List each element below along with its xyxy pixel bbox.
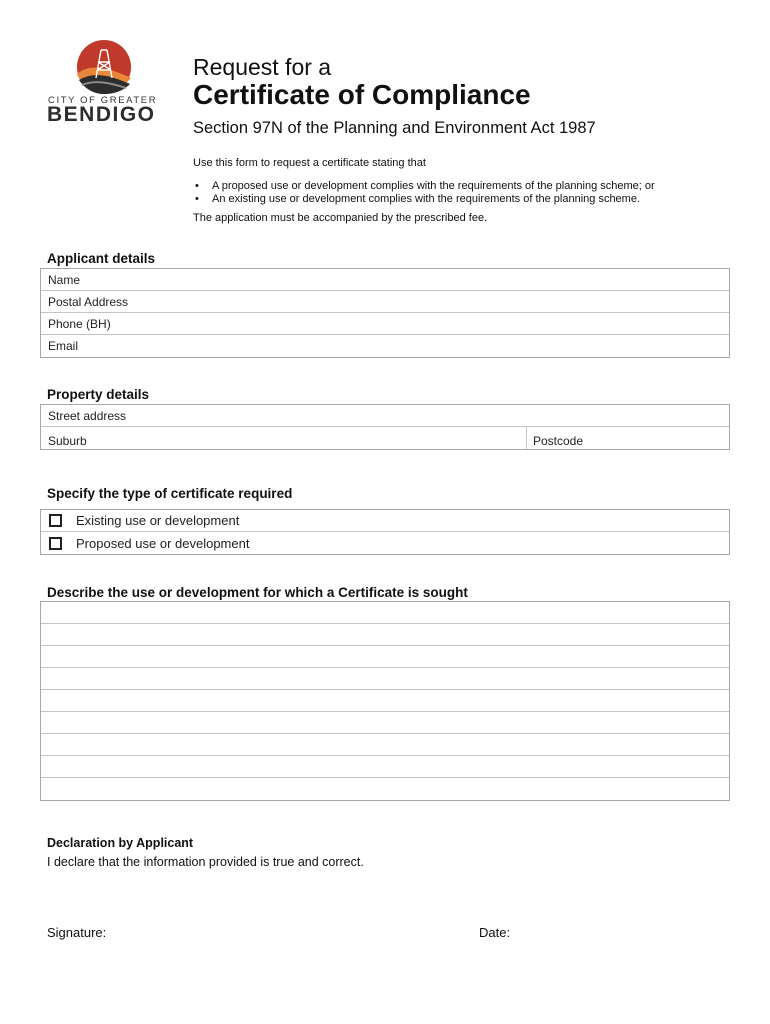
postcode-field[interactable] (527, 427, 729, 449)
page-subtitle: Section 97N of the Planning and Environment Act 1987 (193, 119, 596, 137)
postal-address-label: Postal Address (48, 294, 129, 309)
signature-label: Signature: (47, 925, 107, 940)
condition-item: • An existing use or development complies with the requirements of the planning scheme. (193, 193, 655, 206)
description-line[interactable] (41, 602, 729, 624)
phone-label: Phone (BH) (48, 316, 111, 331)
logo-city-text: CITY OF GREATER (48, 95, 158, 106)
property-details-heading: Property details (47, 387, 150, 402)
description-line[interactable] (41, 668, 729, 690)
checkbox-icon[interactable] (49, 514, 62, 527)
condition-item: • A proposed use or development complies with the requirements of the planning scheme; or (193, 180, 655, 193)
name-field[interactable] (41, 269, 729, 291)
property-details-form (40, 404, 730, 450)
intro-text: Use this form to request a certificate stating that (193, 157, 426, 169)
suburb-postcode-row (41, 427, 729, 449)
existing-use-label: Existing use or development (76, 513, 240, 528)
pre-title: Request for a (193, 54, 332, 80)
postcode-label: Postcode (533, 434, 584, 448)
description-line[interactable] (41, 734, 729, 756)
certificate-type-options (40, 509, 730, 555)
logo-name-text: BENDIGO (47, 103, 156, 126)
street-address-field[interactable] (41, 405, 729, 427)
suburb-field[interactable] (41, 427, 527, 449)
declaration-heading: Declaration by Applicant (47, 836, 194, 850)
declaration-text: I declare that the information provided is true and correct. (47, 855, 364, 869)
street-address-label: Street address (48, 408, 127, 423)
email-label: Email (48, 339, 79, 353)
description-line[interactable] (41, 712, 729, 734)
page-title: Certificate of Compliance (193, 79, 531, 110)
fee-note: The application must be accompanied by the prescribed fee. (193, 212, 488, 224)
proposed-use-option[interactable] (41, 532, 729, 554)
name-label: Name (48, 272, 81, 287)
proposed-use-label: Proposed use or development (76, 535, 250, 551)
description-area[interactable] (40, 601, 730, 801)
date-label: Date: (479, 925, 511, 940)
suburb-label: Suburb (48, 434, 87, 448)
condition-list (193, 180, 655, 206)
description-line[interactable] (41, 690, 729, 712)
applicant-details-form (40, 268, 730, 358)
description-heading: Describe the use or development for which a Certificate is sought (47, 585, 468, 600)
description-line[interactable] (41, 646, 729, 668)
email-field[interactable] (41, 335, 729, 357)
checkbox-icon[interactable] (49, 537, 62, 550)
description-line[interactable] (41, 756, 729, 778)
description-line[interactable] (41, 778, 729, 800)
postal-address-field[interactable] (41, 291, 729, 313)
description-line[interactable] (41, 624, 729, 646)
existing-use-option[interactable] (41, 510, 729, 532)
phone-field[interactable] (41, 313, 729, 335)
certificate-type-heading: Specify the type of certificate required (47, 486, 293, 501)
applicant-details-heading: Applicant details (47, 251, 156, 266)
